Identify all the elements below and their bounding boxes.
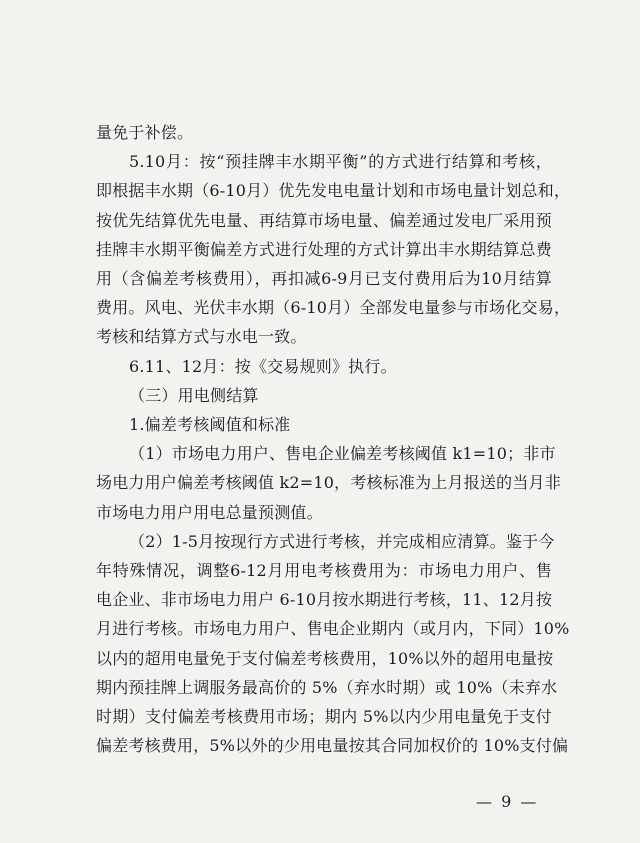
- text-line: 即根据丰水期（6-10月）优先发电电量计划和市场电量计划总和，: [96, 181, 571, 201]
- text-line: （1）市场电力用户、售电企业偏差考核阈值 k1=10；非市: [129, 444, 556, 464]
- text-line: 时期）支付偏差考核费用市场；期内 5%以内少用电量免于支付: [96, 707, 552, 727]
- page-number: — 9 —: [476, 792, 539, 811]
- text-line: 期内预挂牌上调服务最高价的 5%（弃水时期）或 10%（未弃水: [96, 677, 558, 697]
- text-line: 挂牌丰水期平衡偏差方式进行处理的方式计算出丰水期结算总费: [96, 239, 552, 259]
- text-line: 市场电力用户用电总量预测值。: [96, 502, 323, 522]
- text-line: 量免于补偿。: [96, 123, 194, 142]
- text-line: 考核和结算方式与水电一致。: [96, 327, 307, 347]
- text-line: 电企业、非市场电力用户 6-10月按水期进行考核，11、12月按: [96, 590, 553, 610]
- text-line: 年特殊情况，调整6-12月用电考核费用为：市场电力用户、售: [96, 561, 552, 581]
- text-line: 用（含偏差考核费用），再扣减6-9月已支付费用后为10月结算: [96, 269, 552, 289]
- document-body: [96, 118, 571, 760]
- text-line: 费用。风电、光伏丰水期（6-10月）全部发电量参与市场化交易，: [96, 298, 571, 318]
- text-line: （2）1-5月按现行方式进行考核，并完成相应清算。鉴于今: [129, 531, 555, 551]
- text-line: 按优先结算优先电量、再结算市场电量、偏差通过发电厂采用预: [96, 210, 552, 230]
- text-line: 场电力用户偏差考核阈值 k2=10，考核标准为上月报送的当月非: [96, 473, 561, 493]
- text-line: 月进行考核。市场电力用户、售电企业期内（或月内，下同）10%: [96, 619, 570, 639]
- text-line: 5.10月：按“预挂牌丰水期平衡”的方式进行结算和考核，: [129, 152, 552, 172]
- subsection-heading: 1.偏差考核阈值和标准: [129, 415, 291, 435]
- text-line: 偏差考核费用，5%以外的少用电量按其合同加权价的 10%支付偏: [96, 736, 569, 756]
- section-heading: （三）用电侧结算: [129, 385, 259, 405]
- text-line: 6.11、12月：按《交易规则》执行。: [129, 356, 397, 376]
- text-line: 以内的超用电量免于支付偏差考核费用，10%以外的超用电量按: [96, 648, 554, 668]
